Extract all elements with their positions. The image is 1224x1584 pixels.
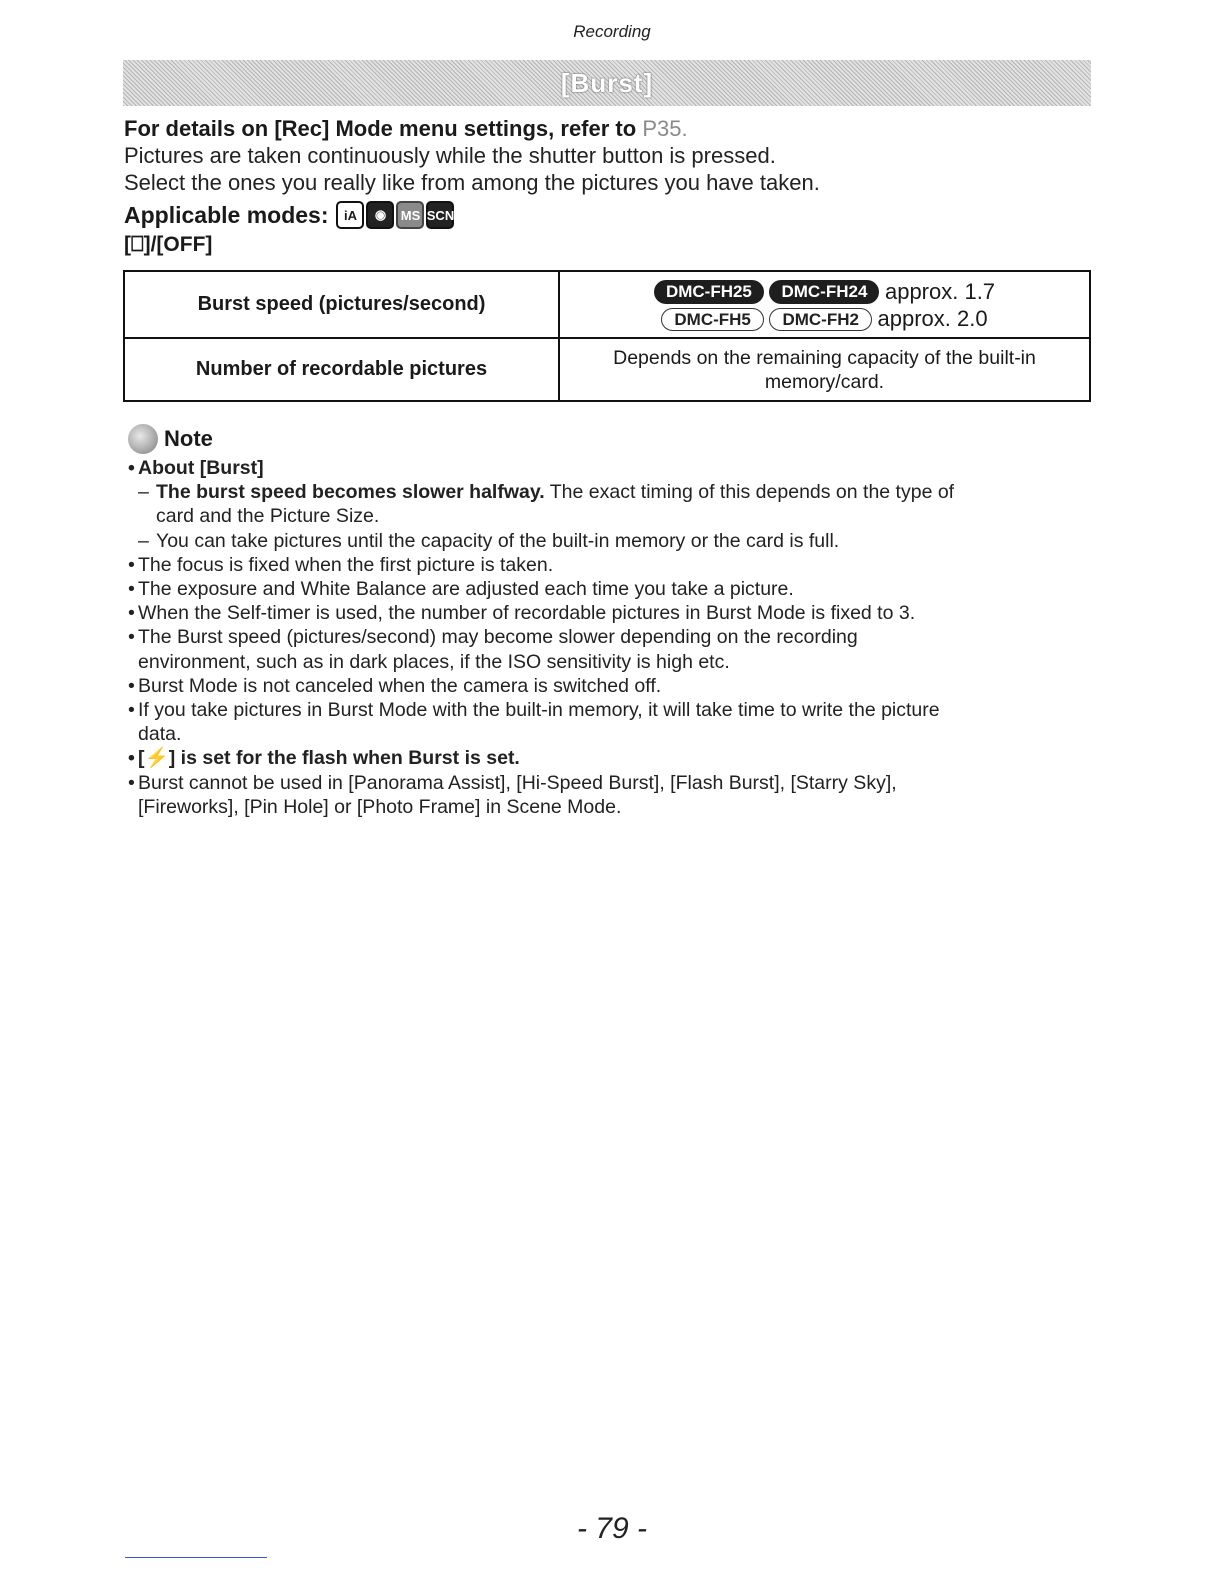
intelligent-auto-mode-icon: iA <box>336 201 364 229</box>
note-text: environment, such as in dark places, if the ISO sensitivity is high etc. <box>138 650 730 673</box>
note-text: • If you take pictures in Burst Mode with the built-in memory, it will take time to write the picture <box>138 699 940 722</box>
table-row <box>124 338 1090 401</box>
page-reference-link[interactable]: P35. <box>642 116 688 141</box>
model-badge-fh25: DMC-FH25 <box>654 280 764 304</box>
recordable-value-line-1: Depends on the remaining capacity of the built-in <box>613 346 1036 369</box>
burst-spec-table <box>123 270 1091 402</box>
recordable-pictures-label: Number of recordable pictures <box>124 338 559 401</box>
model-badge-fh2: DMC-FH2 <box>769 308 872 331</box>
section-title-bar <box>123 60 1091 106</box>
list-item-continued: card and the Picture Size. <box>156 505 380 528</box>
list-item: – You can take pictures until the capacity of the built-in memory or the card is full. <box>138 529 840 552</box>
menu-reference-text: For details on [Rec] Mode menu settings, refer to <box>124 116 637 141</box>
list-item: • About [Burst] <box>128 456 1098 480</box>
note-text: You can take pictures until the capacity of the built-in memory or the card is full. <box>156 529 840 552</box>
page-number: - 79 - <box>576 1512 648 1545</box>
my-scene-mode-icon: MS <box>396 201 424 229</box>
approx-value-1: approx. 1.7 <box>884 279 996 304</box>
note-text: [Fireworks], [Pin Hole] or [Photo Frame] in Scene Mode. <box>138 795 622 818</box>
setting-options: [⎕]/[OFF] <box>124 233 213 256</box>
list-item: • [⚡] is set for the flash when Burst is set. <box>128 746 1098 770</box>
list-item: • The focus is fixed when the first picture is taken. <box>128 553 1098 577</box>
list-item <box>128 625 1098 673</box>
note-text: data. <box>138 723 182 746</box>
note-heading-text: Note <box>164 426 213 451</box>
note-emphasis: The burst speed becomes slower halfway. <box>156 481 545 504</box>
mode-icons <box>336 201 454 229</box>
normal-picture-mode-icon: ◉ <box>366 201 394 229</box>
note-list <box>128 456 1098 819</box>
menu-reference <box>124 116 688 142</box>
approx-value-2: approx. 2.0 <box>877 306 988 331</box>
applicable-modes <box>124 201 454 229</box>
list-item: • Burst Mode is not canceled when the camera is switched off. <box>128 674 1098 698</box>
description-line-1: Pictures are taken continuously while the shutter button is pressed. <box>124 143 776 168</box>
scene-mode-icon: SCN <box>426 201 454 229</box>
model-badge-fh24: DMC-FH24 <box>769 280 879 304</box>
note-text: The exact timing of this depends on the type of <box>549 481 955 504</box>
model-badge-fh5: DMC-FH5 <box>661 308 764 331</box>
recordable-value-line-2: memory/card. <box>764 370 885 393</box>
running-head: Recording <box>573 22 651 41</box>
footer-rule <box>125 1557 267 1558</box>
recordable-pictures-value <box>559 338 1090 401</box>
note-heading <box>128 424 213 454</box>
burst-speed-value <box>559 271 1090 338</box>
note-text: • Burst cannot be used in [Panorama Assist], [Hi-Speed Burst], [Flash Burst], [Starry Sky], <box>138 771 897 794</box>
list-item <box>128 771 1098 819</box>
burst-speed-label: Burst speed (pictures/second) <box>124 271 559 338</box>
note-text: • The Burst speed (pictures/second) may become slower depending on the recording <box>138 626 858 649</box>
applicable-modes-label: Applicable modes: <box>124 201 329 228</box>
note-icon <box>128 424 158 454</box>
table-row <box>124 271 1090 338</box>
list-item <box>128 698 1098 746</box>
list-item: – The burst speed becomes slower halfway. The exact timing of this depends on the type of <box>138 481 955 504</box>
description-line-2: Select the ones you really like from among the pictures you have taken. <box>124 170 820 195</box>
list-item: • The exposure and White Balance are adjusted each time you take a picture. <box>128 577 1098 601</box>
section-title: [Burst] <box>560 67 654 98</box>
list-item: • When the Self-timer is used, the number of recordable pictures in Burst Mode is fixed to 3. <box>128 601 1098 625</box>
